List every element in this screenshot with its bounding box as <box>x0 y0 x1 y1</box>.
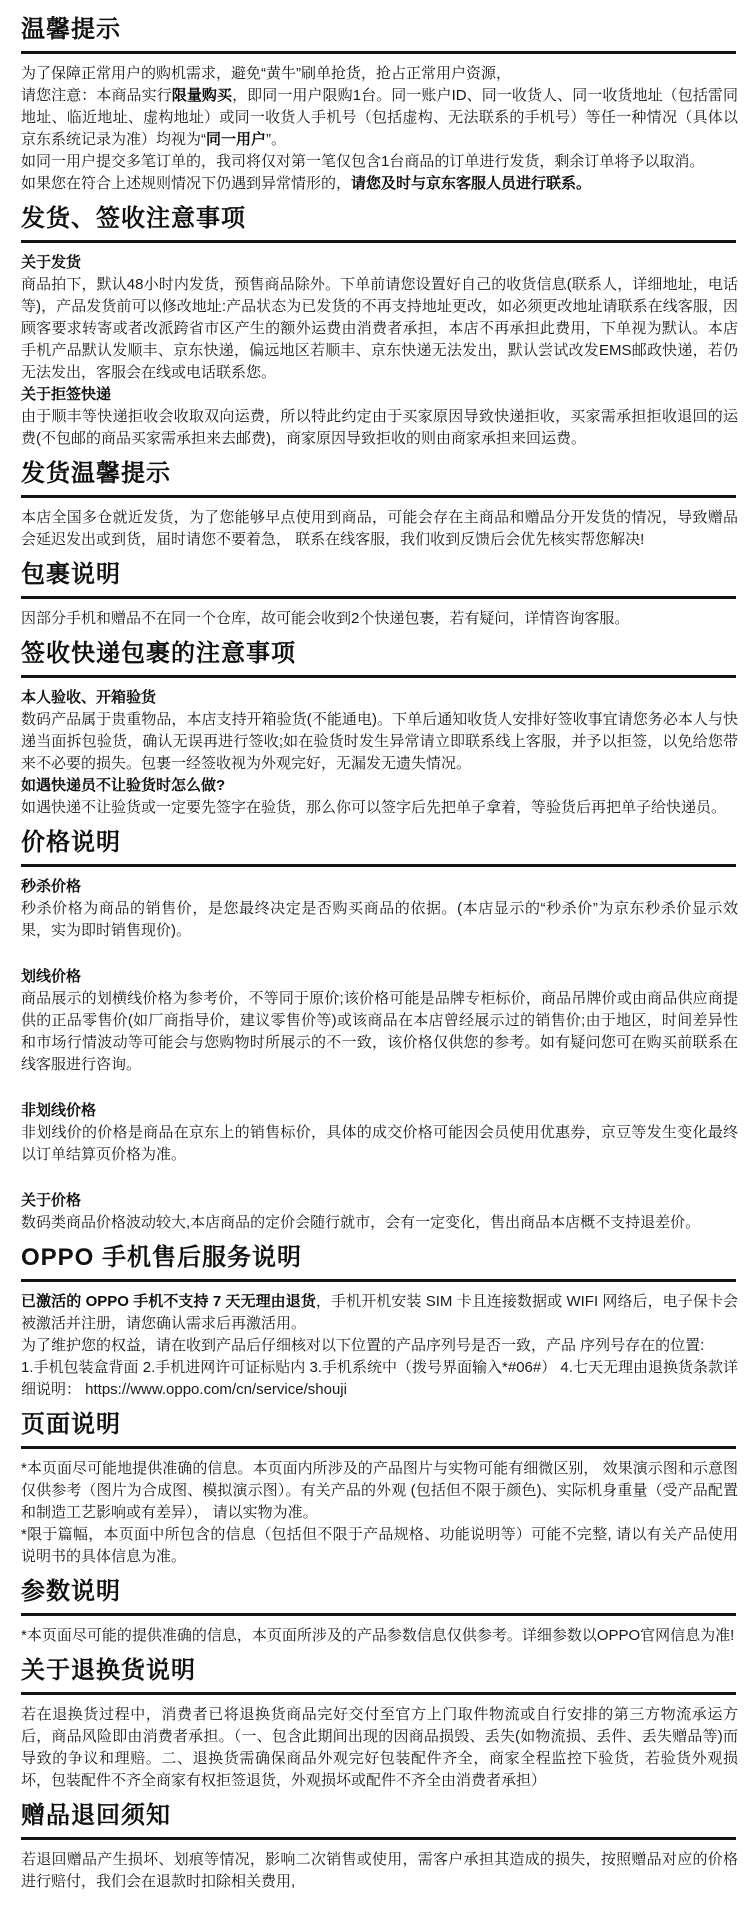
sub-heading: 如遇快递员不让验货时怎么做? <box>21 777 226 794</box>
section-title: 发货温馨提示 <box>21 460 171 487</box>
section-body <box>21 1625 738 1647</box>
section-6 <box>21 829 738 1234</box>
section-4 <box>21 561 738 630</box>
paragraph <box>21 507 738 551</box>
section-divider <box>21 240 736 243</box>
section-title: 关于退换货说明 <box>21 1657 196 1684</box>
section-3 <box>21 460 738 551</box>
text-run: 本店全国多仓就近发货，为了您能够早点使用到商品，可能会存在主商品和赠品分开发货的情况，导致赠品会延迟发出或到货，届时请您不要着急， 联系在线客服，我们收到反馈后会优先核实帮您解决! <box>21 509 738 548</box>
text-run: 如遇快递不让验货或一定要先签字在验货，那么你可以签字后先把单子拿着，等验货后再把单子给快递员。 <box>21 799 727 816</box>
text-run: 数码类商品价格波动较大,本店商品的定价会随行就市，会有一定变化，售出商品本店概不支持退差价。 <box>21 1214 701 1231</box>
sub-heading: 划线价格 <box>21 968 82 985</box>
paragraph-spacer <box>21 1166 738 1190</box>
section-divider <box>21 675 736 678</box>
paragraph <box>21 1704 738 1792</box>
paragraph <box>21 709 738 775</box>
text-run: 若退回赠品产生损坏、划痕等情况，影响二次销售或使用，需客户承担其造成的损失，按照赠品对应的价格进行赔付，我们会在退款时扣除相关费用, <box>21 1851 738 1890</box>
section-10 <box>21 1657 738 1792</box>
paragraph <box>21 173 738 195</box>
section-title: OPPO 手机售后服务说明 <box>21 1244 303 1271</box>
bold-text-run: 请您及时与京东客服人员进行联系。 <box>351 175 592 192</box>
text-run: *本页面尽可能的提供准确的信息，本页面所涉及的产品参数信息仅供参考。详细参数以OPPO官网信息为准! <box>21 1627 735 1644</box>
content-sections <box>21 16 738 1893</box>
paragraph <box>21 274 738 384</box>
section-9 <box>21 1578 738 1647</box>
section-body <box>21 507 738 551</box>
text-run: 商品拍下，默认48小时内发货，预售商品除外。下单前请您设置好自己的收货信息(联系人，详细地址，电话等)，产品发货前可以修改地址:产品状态为已发货的不再支持地址更改，如必须更改地址请联系在线客服，因顾客要求转寄或者改派跨省市区产生的额外运费由消费者承担，本店不再承担此费用，下单视为默认。本店手机产品默认发顺丰、京东快递，偏远地区若顺丰、京东快递无法发出，默认尝试改发EMS邮政快递，若仍无法发出，客服会在线或电话联系您。 <box>21 276 738 381</box>
section-body <box>21 608 738 630</box>
section-body <box>21 1704 738 1792</box>
paragraph <box>21 1122 738 1166</box>
paragraph <box>21 1524 738 1568</box>
section-7 <box>21 1244 738 1401</box>
section-body <box>21 687 738 819</box>
paragraph-spacer <box>21 942 738 966</box>
section-divider <box>21 1837 736 1840</box>
section-body <box>21 252 738 450</box>
section-divider <box>21 1279 736 1282</box>
sub-heading: 本人验收、开箱验货 <box>21 689 157 706</box>
paragraph <box>21 85 738 151</box>
paragraph <box>21 1212 738 1234</box>
section-1 <box>21 16 738 195</box>
text-run: 因部分手机和赠品不在同一个仓库，故可能会收到2个快递包裹，若有疑问，详情咨询客服。 <box>21 610 630 627</box>
sub-heading: 关于拒签快递 <box>21 386 112 403</box>
text-run: *限于篇幅，本页面中所包含的信息（包括但不限于产品规格、功能说明等）可能不完整, 请以有关产品使用说明书的具体信息为准。 <box>21 1526 738 1565</box>
sub-heading: 关于价格 <box>21 1192 82 1209</box>
paragraph <box>21 1849 738 1893</box>
bold-text-run: 已激活的 OPPO 手机不支持 7 天无理由退货 <box>21 1293 316 1310</box>
paragraph <box>21 406 738 450</box>
text-run: ”。 <box>266 131 287 148</box>
paragraph <box>21 63 738 85</box>
text-run: 如同一用户提交多笔订单的，我司将仅对第一笔仅包含1台商品的订单进行发货，剩余订单将予以取消。 <box>21 153 705 170</box>
paragraph <box>21 797 738 819</box>
paragraph <box>21 1291 738 1335</box>
section-body <box>21 63 738 195</box>
text-run: ，即同一用户限购1台。同一账户ID、同一收货人、同一收货地址（包括雷同地址、临近地址、虚构地址）或同一收货人手机号（包括虚构、无法联系的手机号）等任一种情况（具体以京东系统记录为准）均视为“ <box>21 87 738 148</box>
paragraph <box>21 988 738 1076</box>
text-run: *本页面尽可能地提供准确的信息。本页面内所涉及的产品图片与实物可能有细微区别， 效果演示图和示意图仅供参考（图片为合成图、模拟演示图）。有关产品的外观 (包括但不限于颜色)、实际机身重量（受产品配置和制造工艺影响或有差异）， 请以实物为准。 <box>21 1460 738 1521</box>
text-run: 1.手机包装盒背面 2.手机进网许可证标贴内 3.手机系统中（拨号界面输入*#06#） 4.七天无理由退换货条款详细说明： https://www.oppo.com/cn/service/shouji <box>21 1359 738 1398</box>
section-11 <box>21 1802 738 1893</box>
section-title: 参数说明 <box>21 1578 121 1605</box>
section-divider <box>21 495 736 498</box>
text-run: 秒杀价格为商品的销售价，是您最终决定是否购买商品的依据。(本店显示的“秒杀价”为京东秒杀价显示效果，实为即时销售现价)。 <box>21 900 738 939</box>
section-divider <box>21 1446 736 1449</box>
section-title: 温馨提示 <box>21 16 121 43</box>
sub-heading: 秒杀价格 <box>21 878 82 895</box>
paragraph-spacer <box>21 1076 738 1100</box>
section-divider <box>21 1613 736 1616</box>
paragraph <box>21 1357 738 1401</box>
section-divider <box>21 1692 736 1695</box>
sub-heading: 关于发货 <box>21 254 82 271</box>
text-run: ，手机开机安装 SIM 卡且连接数据或 WIFI 网络后，电子保卡会被激活并注册，请您确认需求后再激活用。 <box>21 1293 739 1332</box>
text-run: 为了维护您的权益，请在收到产品后仔细核对以下位置的产品序列号是否一致，产品 序列号存在的位置: <box>21 1337 705 1354</box>
text-run: 数码产品属于贵重物品，本店支持开箱验货(不能通电)。下单后通知收货人安排好签收事宜请您务必本人与快递当面拆包验货，确认无误再进行签收;如在验货时发生异常请立即联系线上客服，并予以拒签，以免给您带来不必要的损失。包裹一经签收视为外观完好，无漏发无遗失情况。 <box>21 711 738 772</box>
text-run: 商品展示的划横线价格为参考价，不等同于原价;该价格可能是品牌专柜标价，商品吊牌价或由商品供应商提供的正品零售价(如厂商指导价，建议零售价等)或该商品在本店曾经展示过的销售价;由于地区，时间差异性和市场行情波动等可能会与您购物时所展示的不一致，该价格仅供您的参考。如有疑问您可在购买前联系在线客服进行咨询。 <box>21 990 738 1073</box>
bold-text-run: 限量购买 <box>171 87 233 104</box>
text-run: 由于顺丰等快递拒收会收取双向运费，所以特此约定由于买家原因导致快递拒收，买家需承担拒收退回的运费(不包邮的商品买家需承担来去邮费)，商家原因导致拒收的则由商家承担来回运费。 <box>21 408 738 447</box>
section-title: 包裹说明 <box>21 561 121 588</box>
text-run: 非划线价的价格是商品在京东上的销售标价，具体的成交价格可能因会员使用优惠券，京豆等发生变化最终以订单结算页价格为准。 <box>21 1124 738 1163</box>
section-body <box>21 876 738 1234</box>
paragraph <box>21 1458 738 1524</box>
section-title: 发货、签收注意事项 <box>21 205 246 232</box>
section-title: 赠品退回须知 <box>21 1802 171 1829</box>
section-body <box>21 1458 738 1568</box>
section-body <box>21 1849 738 1893</box>
paragraph <box>21 608 738 630</box>
text-run: 如果您在符合上述规则情况下仍遇到异常情形的， <box>21 175 352 192</box>
section-title: 价格说明 <box>21 829 121 856</box>
section-5 <box>21 640 738 819</box>
section-2 <box>21 205 738 450</box>
bold-text-run: 同一用户 <box>206 131 267 148</box>
section-8 <box>21 1411 738 1568</box>
section-divider <box>21 51 736 54</box>
section-title: 页面说明 <box>21 1411 121 1438</box>
section-divider <box>21 864 736 867</box>
text-run: 请您注意：本商品实行 <box>21 87 172 104</box>
paragraph <box>21 151 738 173</box>
text-run: 若在退换货过程中，消费者已将退换货商品完好交付至官方上门取件物流或自行安排的第三方物流承运方后，商品风险即由消费者承担。（一、包含此期间出现的因商品损毁、丢失(如物流损、丢件、丢失赠品等)而导致的争议和理赔。二、退换货需确保商品外观完好包装配件齐全，商家全程监控下验货，若验货外观损坏，包装配件不齐全商家有权拒签退货，外观损坏或配件不齐全由消费者承担） <box>21 1706 738 1789</box>
section-divider <box>21 596 736 599</box>
section-body <box>21 1291 738 1401</box>
section-title: 签收快递包裹的注意事项 <box>21 640 296 667</box>
sub-heading: 非划线价格 <box>21 1102 97 1119</box>
text-run: 为了保障正常用户的购机需求，避免“黄牛”刷单抢货，抢占正常用户资源， <box>21 65 511 82</box>
paragraph <box>21 1335 738 1357</box>
paragraph <box>21 898 738 942</box>
paragraph <box>21 1625 738 1647</box>
